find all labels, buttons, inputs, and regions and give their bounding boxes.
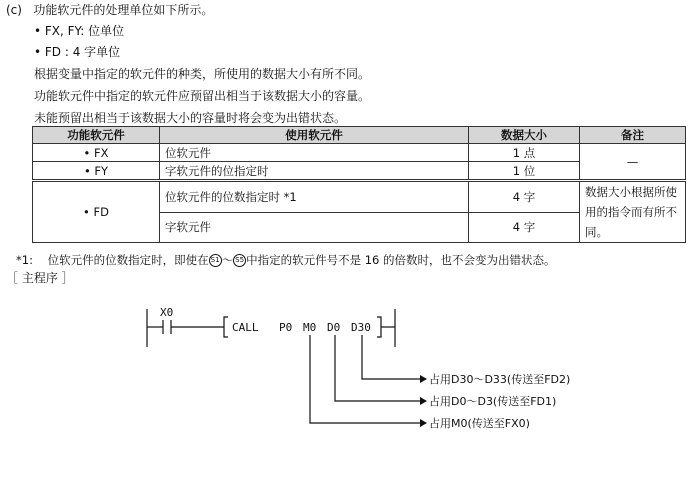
operand-p0: P0 [279, 321, 293, 334]
cell-use: 字软元件的位指定时 [160, 162, 469, 181]
ladder-diagram [0, 295, 694, 445]
contact-label: X0 [160, 306, 174, 319]
cell-size: 4 字 [469, 181, 580, 213]
section-title: 功能软元件的处理单位如下所示。 [33, 3, 214, 17]
arrow-head-icon [420, 419, 427, 427]
cell-note-dash: — [580, 144, 686, 181]
header-remarks: 备注 [580, 127, 686, 144]
operand-m0: M0 [303, 321, 317, 334]
header-used-device: 使用软元件 [160, 127, 469, 144]
paragraph-2: 功能软元件中指定的软元件应预留出相当于该数据大小的容量。 [34, 89, 371, 103]
annotation-d30: 占用D30～D33(传送至FD2) [429, 373, 571, 386]
footnote-text-before: 位软元件的位数指定时，即使在 [47, 253, 209, 267]
table-header-row [33, 127, 686, 144]
paragraph-3: 未能预留出相当于该数据大小的容量时将会变为出错状态。 [34, 111, 347, 125]
table-row [33, 181, 686, 213]
operand-d0: D0 [327, 321, 341, 334]
footnote-tilde: ～ [221, 253, 234, 267]
section-label: (c) [6, 3, 22, 17]
footnote-mark: *1: [16, 253, 33, 267]
cell-use: 位软元件的位数指定时 *1 [160, 181, 469, 213]
cell-use: 位软元件 [160, 144, 469, 162]
table-row [33, 144, 686, 162]
arrow-head-icon [420, 375, 427, 383]
s1-circle-icon: S1 [209, 254, 222, 267]
instruction-right-bracket [377, 317, 381, 337]
bullet-fd: • FD : 4 字单位 [34, 45, 121, 59]
instruction-name: CALL [232, 321, 259, 334]
header-function-device: 功能软元件 [33, 127, 160, 144]
paragraph-1: 根据变量中指定的软元件的种类，所使用的数据大小有所不同。 [34, 67, 371, 81]
s5-circle-icon: S5 [233, 254, 246, 267]
cell-func-fd: • FD [33, 181, 160, 243]
instruction-left-bracket [224, 317, 228, 337]
bullet-fx-fy: • FX, FY: 位单位 [34, 24, 125, 38]
arrow-head-icon [420, 397, 427, 405]
annotation-d0: 占用D0～D3(传送至FD1) [429, 395, 557, 408]
cell-size: 1 位 [469, 162, 580, 181]
cell-func-fy: • FY [33, 162, 160, 181]
footnote [16, 252, 556, 268]
footnote-text-after: 中指定的软元件号不是 16 的倍数时，也不会变为出错状态。 [246, 253, 556, 267]
arrow-line-d30 [362, 335, 420, 379]
operand-d30: D30 [351, 321, 371, 334]
header-data-size: 数据大小 [469, 127, 580, 144]
data-size-table [32, 126, 686, 243]
cell-use: 字软元件 [160, 212, 469, 242]
section-heading [6, 2, 213, 18]
annotation-m0: 占用M0(传送至FX0) [429, 417, 530, 430]
arrow-line-d0 [335, 335, 420, 401]
main-program-label: ［ 主程序 ］ [6, 271, 74, 285]
cell-size: 4 字 [469, 212, 580, 242]
cell-size: 1 点 [469, 144, 580, 162]
cell-func-fx: • FX [33, 144, 160, 162]
cell-note: 数据大小根据所使用的指令而有所不同。 [580, 181, 686, 243]
